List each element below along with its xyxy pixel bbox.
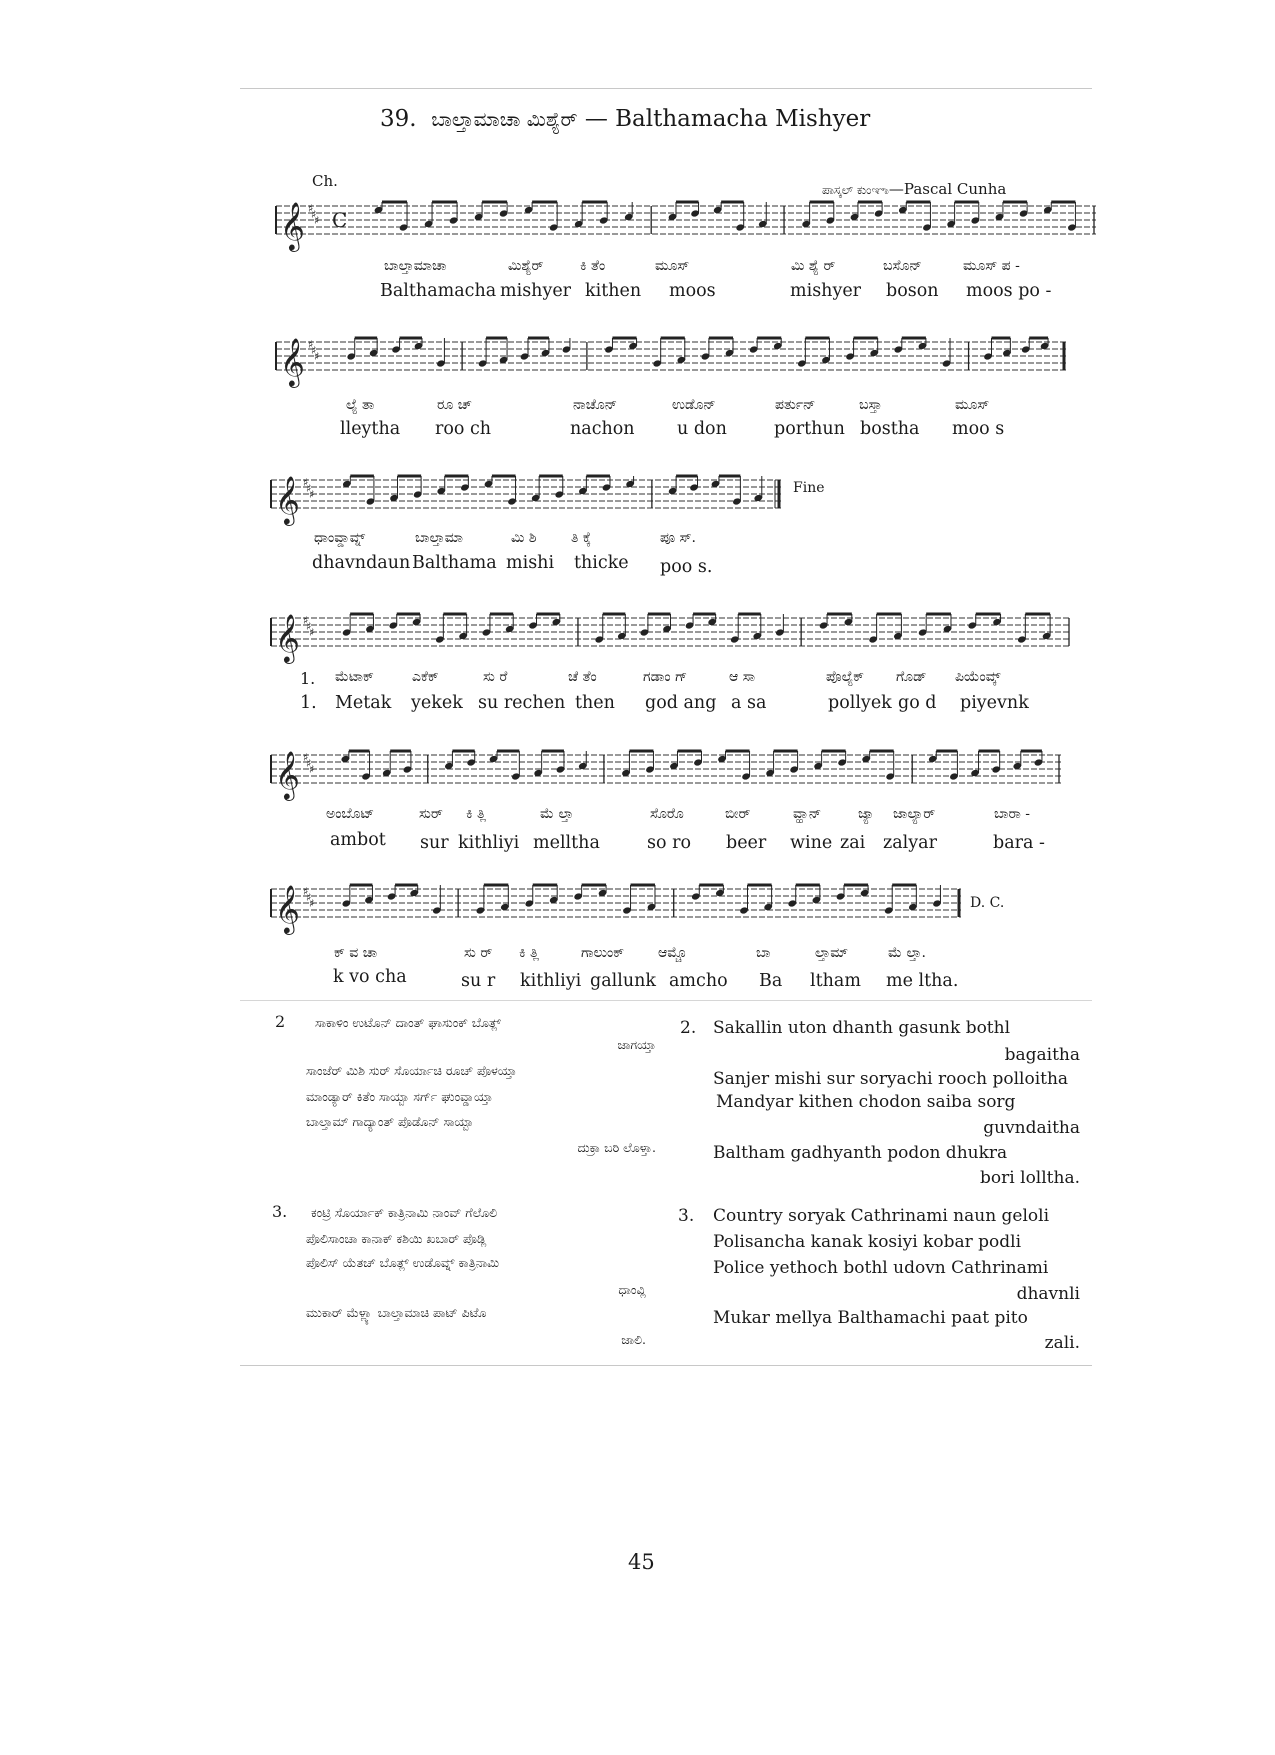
lyric-syllable: a sa (731, 693, 767, 713)
lyric-syllable: bostha (860, 419, 920, 439)
composer-kannada: ಪಾಸ್ಕಲ್ ಕುಂಞಾ (822, 183, 889, 197)
lyric-syllable: ಗೊಡ್ (896, 669, 927, 685)
song-title (380, 106, 870, 132)
song-title-english: Balthamacha Mishyer (615, 106, 871, 132)
lyric-syllable: porthun (774, 419, 845, 439)
lyric-syllable: ಪೂ ಸ್. (660, 530, 696, 546)
sharp-icon: ♯ (303, 476, 309, 489)
lyric-syllable: so ro (647, 833, 691, 853)
common-time-icon: C (332, 208, 348, 232)
lyric-syllable: go d (898, 693, 937, 713)
verse-line: ಮಾಂಡ್ಯಾರ್ ಕಿತೆಂ ಸಾಯ್ಬಾ ಸರ್ಗ್ ಘುಂವ್ಡಾಯ್ತಾ (306, 1089, 493, 1104)
lyric-syllable: yekek (411, 693, 463, 713)
verse-number: 1. (300, 693, 317, 713)
verse-number: 2 (275, 1012, 286, 1031)
lyric-syllable: kithliyi (520, 971, 582, 991)
treble-clef-icon: 𝄞 (275, 475, 300, 524)
lyric-syllable: Ba (759, 971, 783, 991)
verse-line: ಬಾಲ್ತಾಮ್ ಗಾದ್ಯಾಂತ್ ಪೊಡೊನ್ ಸಾಯ್ಬಾ (306, 1114, 474, 1129)
top-rule (240, 88, 1092, 89)
lyric-syllable: ಮೆಟಾಕ್ (335, 669, 374, 685)
verse-line: Country soryak Cathrinami naun geloli (713, 1206, 1050, 1226)
lyric-syllable: ಕ್ ವ ಚಾ (334, 945, 378, 961)
verse-line: Mukar mellya Balthamachi paat pito (713, 1308, 1028, 1328)
verse-line: bori lolltha. (980, 1168, 1080, 1188)
lyric-syllable: ಎಕೆಕ್ (412, 669, 439, 685)
sharp-icon: ♯ (303, 751, 309, 764)
lyric-syllable: melltha (533, 833, 600, 853)
lyric-syllable: wine (790, 833, 833, 853)
lyric-syllable: poo s. (660, 557, 713, 577)
sharp-icon: ♯ (303, 885, 309, 898)
lyric-syllable: ಮೂಸ್ (655, 258, 690, 274)
lyric-syllable: ಲ್ಯೆ ತಾ (346, 397, 375, 413)
title-dash: — (584, 106, 608, 132)
lyric-syllable: ಕಿ ತೆಂ (580, 258, 606, 274)
bottom-rule (240, 1365, 1092, 1366)
verse-line: ಕಂಟ್ರಿ ಸೊರ್ಯಾಕ್ ಕಾತ್ರಿನಾಮಿ ನಾಂವ್ ಗೆಲೊಲಿ (311, 1205, 498, 1220)
lyric-syllable: ಬಾರಾ - (994, 806, 1031, 822)
verse-number: 3. (272, 1202, 288, 1221)
lyric-syllable: ಜಾಲ್ಯಾರ್ (893, 806, 936, 822)
lyric-syllable: ಕಿ ತ್ಲಿ (466, 806, 487, 822)
lyric-syllable: ತಿ ಕ್ಕೆ (571, 530, 592, 546)
lyric-syllable: ಬಾ (756, 945, 771, 961)
lyric-syllable: ಜ್ಯಾ (858, 806, 875, 822)
lyric-syllable: ಮೂಸ್ ಪ - (963, 258, 1020, 274)
sharp-icon: ♯ (309, 763, 315, 776)
lyric-syllable: sur (420, 833, 449, 853)
verse-line: ಧಾಂವ್ಲಿ (618, 1282, 646, 1297)
sharp-icon: ♯ (306, 620, 312, 633)
lyric-syllable: piyevnk (960, 693, 1029, 713)
lyric-syllable: moos (669, 281, 716, 301)
lyric-syllable: amcho (669, 971, 728, 991)
lyric-syllable: Balthamacha (380, 281, 497, 301)
verse-line: ಸಾಕಾಳಿಂ ಉಟೊನ್ ದಾಂತ್ ಘಾಸುಂಕ್ ಬೊತ್ಲ್ (315, 1015, 502, 1030)
lyric-syllable: Metak (335, 693, 392, 713)
treble-clef-icon: 𝄞 (275, 884, 300, 933)
sharp-icon: ♯ (308, 338, 314, 351)
verse-line: guvndaitha (983, 1118, 1080, 1138)
lyric-syllable: Balthama (412, 553, 497, 573)
lyric-syllable: ನಾಚೊನ್ (573, 397, 618, 413)
verse-line: ದುಕ್ರಾ ಬರಿ ಲೊಳ್ತಾ. (577, 1140, 656, 1155)
verse-number: 1. (300, 669, 316, 688)
lyric-syllable: su r (461, 971, 496, 991)
music-staff-4 (265, 606, 1075, 666)
lyric-syllable: ಸುರ್ (419, 806, 443, 822)
lyric-syllable: ಬಸೊನ್ (883, 258, 922, 274)
lyric-syllable: u don (677, 419, 727, 439)
song-title-kannada: ಬಾಲ್ತಾಮಾಚಾ ಮಿಶ್ಯೆರ್ (431, 107, 578, 131)
lyric-syllable: ಕಿ ತ್ಲಿ (519, 945, 540, 961)
lyric-syllable: ಬಾಲ್ತಾಮಾಚಾ (384, 258, 447, 274)
chorus-mark: Ch. (312, 172, 338, 190)
lyric-syllable: moo s (952, 419, 1005, 439)
lyric-syllable: ಮೆ ಲ್ತಾ (540, 806, 574, 822)
sharp-icon: ♯ (309, 897, 315, 910)
verse-line: ಪೊಲಿಸ್ ಯೆತಚ್ ಬೊತ್ಲ್ ಉಡೊವ್ನ್ ಕಾತ್ರಿನಾಮಿ (306, 1255, 500, 1270)
sharp-icon: ♯ (309, 626, 315, 639)
sharp-icon: ♯ (314, 214, 320, 227)
music-staff-2 (270, 330, 1070, 390)
composer-english: Pascal Cunha (903, 180, 1007, 198)
lyric-syllable: ambot (330, 830, 386, 850)
lyric-syllable: boson (886, 281, 939, 301)
lyric-syllable: ಪರ್ತುನ್ (775, 397, 816, 413)
verse-line: ಸಾಂಜೆರ್ ಮಿಶಿ ಸುರ್ ಸೊರ್ಯಾಚಿ ರೂಚ್ ಪೊಳಯ್ತಾ (306, 1063, 517, 1078)
verse-line: Sakallin uton dhanth gasunk bothl (713, 1018, 1011, 1038)
lyric-syllable: pollyek (828, 693, 892, 713)
lyric-syllable: ಬಸ್ತಾ (859, 397, 883, 413)
lyric-syllable: nachon (570, 419, 635, 439)
lyric-syllable: ಸೊರೊ (650, 806, 684, 822)
verse-line: Sanjer mishi sur soryachi rooch polloitha (713, 1069, 1069, 1089)
lyric-syllable: then (575, 693, 615, 713)
lyric-syllable: god ang (645, 693, 717, 713)
sharp-icon: ♯ (306, 891, 312, 904)
verse-line: dhavnli (1016, 1284, 1080, 1304)
lyric-syllable: ಮಿಶ್ಯೆರ್ (508, 258, 544, 274)
page-number: 45 (628, 1550, 655, 1574)
fine-mark: Fine (793, 480, 825, 496)
treble-clef-icon: 𝄞 (275, 613, 300, 662)
lyric-syllable: ಪಿಯೆಂವ್ಕ್ (955, 669, 1001, 685)
lyric-syllable: bara - (993, 833, 1045, 853)
verse-line: ಜಾಗಯ್ತಾ (617, 1037, 656, 1052)
lyric-syllable: ಬಾಲ್ತಾಮಾ (415, 530, 463, 546)
sharp-icon: ♯ (306, 482, 312, 495)
lyric-syllable: ಅಂಬೊಟ್ (326, 806, 375, 822)
verse-line: Police yethoch bothl udovn Cathrinami (713, 1258, 1049, 1278)
verse-line: Baltham gadhyanth podon dhukra (713, 1143, 1008, 1163)
lyric-syllable: mishyer (790, 281, 862, 301)
lyric-syllable: ಆ ಸಾ (729, 669, 756, 685)
lyric-syllable: beer (726, 833, 767, 853)
music-staff-5 (265, 743, 1065, 803)
lyric-syllable: gallunk (590, 971, 656, 991)
music-staff-6 (265, 877, 965, 937)
lyric-syllable: ಸು ರೆ (483, 669, 508, 685)
lyric-syllable: ಗಡಾಂ ಗ್ (643, 669, 688, 685)
lyric-syllable: su rechen (478, 693, 566, 713)
treble-clef-icon: 𝄞 (280, 337, 305, 386)
mid-rule (240, 1000, 1092, 1001)
lyric-syllable: ಮಿ ಶ್ಯೆ ರ್ (791, 258, 836, 274)
lyric-syllable: ವ್ಹಾನ್ (793, 806, 822, 822)
sharp-icon: ♯ (306, 757, 312, 770)
lyric-syllable: ltham (810, 971, 861, 991)
treble-clef-icon: 𝄞 (280, 201, 305, 250)
lyric-syllable: ಚೆ ತೆಂ (568, 669, 597, 685)
lyric-syllable: zai (840, 833, 866, 853)
music-staff-1 (270, 194, 1100, 254)
lyric-syllable: ಸು ರ್ (464, 945, 493, 961)
verse-line: ಪೊಲಿಸಾಂಚಾ ಕಾನಾಕ್ ಕಶಿಯಿ ಖಬಾರ್ ಪೊಡ್ಲಿ (306, 1231, 487, 1246)
verse-line: bagaitha (1004, 1045, 1080, 1065)
lyric-syllable: kithliyi (458, 833, 520, 853)
verse-line: Mandyar kithen chodon saiba sorg (716, 1092, 1016, 1112)
verse-line: zali. (1044, 1333, 1080, 1353)
lyric-syllable: me ltha. (886, 971, 959, 991)
verse-line: ಜಾಲಿ. (621, 1332, 646, 1347)
lyric-syllable: ಪೊಲ್ಯೆಕ್ (826, 669, 865, 685)
composer-dash: — (888, 180, 904, 198)
verse-number: 2. (680, 1018, 697, 1038)
lyric-syllable: ಮಿ ಶಿ (511, 530, 537, 546)
dc-mark: D. C. (970, 895, 1005, 911)
lyric-syllable: kithen (585, 281, 642, 301)
sharp-icon: ♯ (311, 344, 317, 357)
lyric-syllable: ಆಮ್ಚೊ (658, 945, 688, 961)
lyric-syllable: moos po - (966, 281, 1052, 301)
lyric-syllable: ಬೀರ್ (725, 806, 751, 822)
sharp-icon: ♯ (311, 208, 317, 221)
verse-line: Polisancha kanak kosiyi kobar podli (713, 1232, 1022, 1252)
lyric-syllable: k vo cha (333, 967, 407, 987)
lyric-syllable: mishyer (500, 281, 572, 301)
lyric-syllable: ಧಾಂವ್ಡಾವ್ನ್ (314, 530, 366, 546)
lyric-syllable: ಮೆ ಲ್ತಾ. (888, 945, 926, 961)
verse-line: ಮುಕಾರ್ ಮೆಳ್ಲ್ಯಾ ಬಾಲ್ತಾಮಾಚಿ ಪಾಟ್ ಪಿಟೊ (306, 1305, 487, 1320)
treble-clef-icon: 𝄞 (275, 750, 300, 799)
lyric-syllable: ಗಾಲುಂಕ್ (581, 945, 625, 961)
lyric-syllable: ರೂ ಚ್ (437, 397, 472, 413)
lyric-syllable: ಉಡೊನ್ (672, 397, 716, 413)
song-number: 39. (380, 106, 417, 132)
sharp-icon: ♯ (308, 202, 314, 215)
lyric-syllable: dhavndaun (312, 553, 411, 573)
lyric-syllable: zalyar (883, 833, 937, 853)
lyric-syllable: ಲ್ತಾಮ್ (815, 945, 849, 961)
lyric-syllable: mishi (506, 553, 555, 573)
verse-number: 3. (678, 1206, 695, 1226)
lyric-syllable: ಮೂಸ್ (955, 397, 990, 413)
lyric-syllable: lleytha (340, 419, 401, 439)
sharp-icon: ♯ (309, 488, 315, 501)
sharp-icon: ♯ (303, 614, 309, 627)
sharp-icon: ♯ (314, 350, 320, 363)
lyric-syllable: thicke (574, 553, 629, 573)
music-staff-3 (265, 468, 785, 528)
lyric-syllable: roo ch (435, 419, 492, 439)
